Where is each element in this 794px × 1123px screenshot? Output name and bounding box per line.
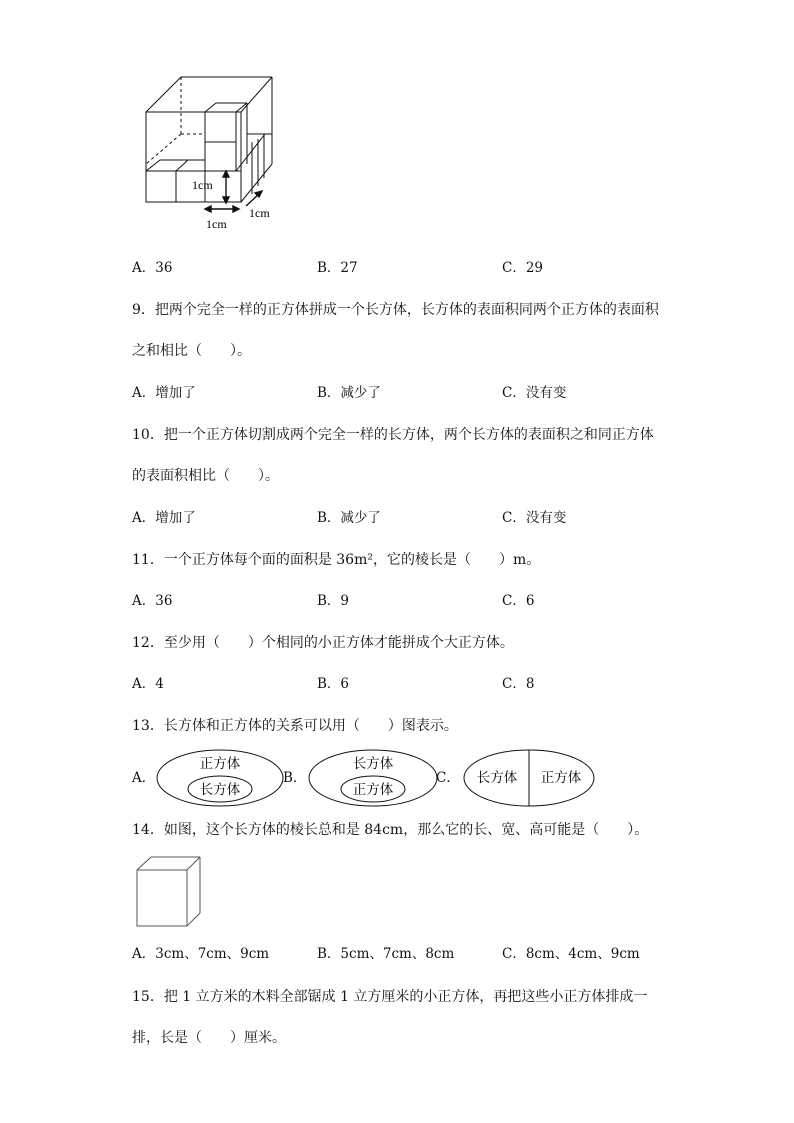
q11-option-c[interactable]: C．6 bbox=[502, 593, 535, 609]
cuboid-figure bbox=[136, 856, 202, 928]
venn-a-inner-label: 长方体 bbox=[199, 782, 241, 797]
q8-option-a[interactable]: A．36 bbox=[132, 260, 173, 276]
q12-option-a[interactable]: A．4 bbox=[132, 676, 164, 692]
cube-stack-figure bbox=[140, 72, 290, 234]
venn-c-right-label: 正方体 bbox=[540, 770, 582, 785]
q13-option-c-letter[interactable]: C． bbox=[436, 770, 460, 786]
q8-option-c[interactable]: C．29 bbox=[502, 260, 544, 276]
venn-b-inner-label: 正方体 bbox=[352, 782, 394, 797]
q13-option-a-letter[interactable]: A． bbox=[132, 770, 156, 786]
venn-a-outer-label: 正方体 bbox=[199, 756, 241, 771]
q10-stem-line2: 的表面积相比（ ）。 bbox=[132, 468, 279, 484]
q9-option-a[interactable]: A．增加了 bbox=[132, 385, 196, 401]
q9-stem-line2: 之和相比（ ）。 bbox=[132, 343, 251, 359]
q9-option-c[interactable]: C．没有变 bbox=[502, 385, 567, 401]
q14-option-a[interactable]: A．3cm、7cm、9cm bbox=[132, 946, 270, 962]
q15-stem-line1: 15．把 1 立方米的木料全部锯成 1 立方厘米的小正方体，再把这些小正方体排成一 bbox=[132, 989, 648, 1005]
q10-stem-line1: 10．把一个正方体切割成两个完全一样的长方体，两个长方体的表面积之和同正方体 bbox=[132, 427, 654, 443]
q11-option-b[interactable]: B．9 bbox=[317, 593, 350, 609]
q13-option-b-letter[interactable]: B． bbox=[283, 770, 307, 786]
q10-option-b[interactable]: B．减少了 bbox=[317, 510, 381, 526]
venn-b-outer-label: 长方体 bbox=[352, 756, 394, 771]
width-label: 1cm bbox=[206, 217, 227, 231]
height-label: 1cm bbox=[192, 178, 213, 192]
q12-stem: 12．至少用（ ）个相同的小正方体才能拼成个大正方体。 bbox=[132, 635, 514, 651]
q8-option-b[interactable]: B．27 bbox=[317, 260, 358, 276]
q13-stem: 13．长方体和正方体的关系可以用（ ）图表示。 bbox=[132, 718, 458, 734]
q14-option-b[interactable]: B．5cm、7cm、8cm bbox=[317, 946, 455, 962]
q11-option-a[interactable]: A．36 bbox=[132, 593, 173, 609]
q14-option-c[interactable]: C．8cm、4cm、9cm bbox=[502, 946, 640, 962]
venn-diagram-c bbox=[462, 748, 596, 808]
q12-option-b[interactable]: B．6 bbox=[317, 676, 350, 692]
q12-option-c[interactable]: C．8 bbox=[502, 676, 535, 692]
venn-c-left-label: 长方体 bbox=[476, 770, 518, 785]
venn-diagram-b bbox=[307, 748, 439, 808]
q15-stem-line2: 排，长是（ ）厘米。 bbox=[132, 1030, 286, 1046]
q9-option-b[interactable]: B．减少了 bbox=[317, 385, 381, 401]
venn-diagram-a bbox=[155, 748, 285, 808]
q10-option-a[interactable]: A．增加了 bbox=[132, 510, 196, 526]
q14-stem: 14．如图，这个长方体的棱长总和是 84cm，那么它的长、宽、高可能是（ ）。 bbox=[132, 822, 649, 838]
q11-stem: 11．一个正方体每个面的面积是 36m²，它的棱长是（ ）m。 bbox=[132, 552, 541, 568]
depth-label: 1cm bbox=[249, 206, 270, 220]
q9-stem-line1: 9．把两个完全一样的正方体拼成一个长方体，长方体的表面积同两个正方体的表面积 bbox=[132, 302, 659, 318]
q10-option-c[interactable]: C．没有变 bbox=[502, 510, 567, 526]
